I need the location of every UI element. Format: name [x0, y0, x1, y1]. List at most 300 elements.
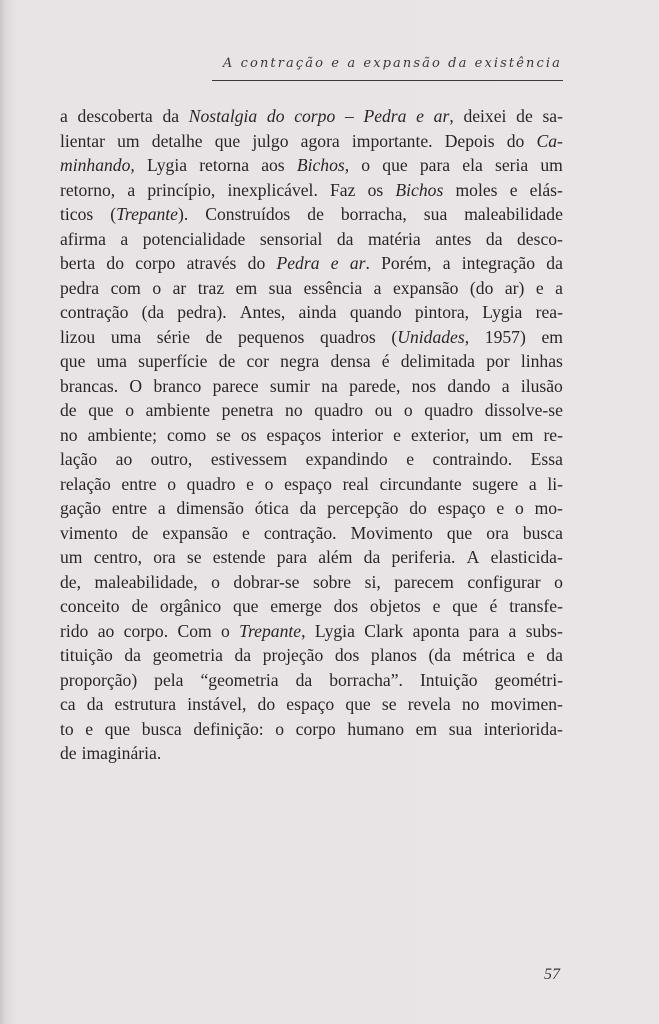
word — [238, 325, 304, 350]
word — [416, 717, 438, 742]
word-text: o — [514, 498, 524, 518]
word — [97, 349, 127, 374]
word — [239, 619, 305, 644]
word — [187, 545, 202, 570]
word — [60, 570, 81, 595]
word — [401, 349, 475, 374]
word — [246, 472, 254, 497]
word-text: além — [318, 547, 353, 567]
word-text: pedra). — [177, 302, 227, 322]
word — [125, 398, 134, 423]
word-text: ainda — [298, 302, 337, 322]
word-text: o — [221, 620, 230, 641]
word — [117, 129, 139, 154]
word-text: no — [285, 400, 303, 420]
word-text: retorno, — [60, 179, 116, 200]
word — [382, 153, 407, 178]
word-text: emerge — [270, 596, 322, 616]
word — [98, 619, 115, 644]
word — [445, 129, 495, 154]
word-text: ambiente; — [87, 424, 157, 445]
word — [129, 374, 142, 399]
word — [60, 300, 128, 325]
word-text: movimen- — [490, 694, 563, 714]
word — [327, 496, 398, 521]
word — [286, 692, 334, 717]
word-text: maleabilidade — [464, 204, 563, 224]
word — [517, 227, 563, 252]
word — [297, 153, 349, 178]
word — [60, 447, 97, 472]
word — [555, 276, 563, 301]
word-text: percepção — [327, 498, 399, 518]
word-text: agora — [300, 130, 340, 151]
word — [420, 153, 450, 178]
word-text: se — [216, 424, 231, 445]
word — [530, 178, 563, 203]
word — [447, 374, 490, 399]
word — [546, 643, 563, 668]
word-text: rido — [60, 620, 89, 641]
word-text: para — [468, 620, 500, 641]
word-text: uma — [110, 326, 142, 347]
word-text: lientar — [60, 130, 105, 151]
word — [411, 423, 469, 448]
word-text: quando — [349, 302, 402, 322]
word-text: corpo — [295, 718, 336, 739]
word-text: si, — [364, 571, 381, 592]
text-line — [60, 251, 563, 276]
word — [60, 374, 118, 399]
word-text: dobrar-se — [233, 571, 300, 592]
word-text: expandindo — [305, 449, 388, 469]
word-text: geométri- — [494, 669, 563, 690]
word-text: O — [129, 375, 143, 396]
word — [408, 692, 451, 717]
word-text: borracha, — [340, 204, 407, 224]
word — [60, 251, 95, 276]
word-text: um — [60, 547, 83, 567]
word — [88, 423, 157, 448]
text-line — [60, 594, 563, 619]
word-text: do — [409, 498, 427, 518]
word-text: a — [60, 106, 68, 126]
word — [60, 276, 99, 301]
word — [187, 472, 236, 497]
word-text: ao — [115, 449, 133, 469]
word — [541, 325, 563, 350]
word — [227, 178, 317, 203]
word — [127, 178, 135, 203]
word — [304, 276, 363, 301]
word-text: o — [211, 571, 220, 592]
word — [124, 619, 168, 644]
word — [152, 129, 203, 154]
word-text: geometria — [152, 645, 223, 665]
word-text: integração — [461, 253, 536, 273]
word — [267, 423, 322, 448]
word — [510, 178, 518, 203]
word-text: Lygia — [314, 620, 355, 641]
word — [269, 276, 292, 301]
text-line — [60, 325, 563, 350]
word-text: corpo. — [123, 620, 169, 641]
word-text: e — [330, 253, 339, 273]
word-text: da — [124, 645, 141, 665]
word — [509, 619, 517, 644]
word-text: traz — [197, 277, 225, 298]
word — [505, 276, 525, 301]
word-text: busca — [141, 718, 182, 739]
word-text: re- — [543, 424, 563, 445]
word-text: relação — [60, 473, 111, 494]
word-text: gação — [60, 498, 102, 518]
word-text: de — [131, 596, 149, 616]
word — [78, 104, 153, 129]
word-text: ). — [177, 204, 189, 224]
word — [306, 447, 388, 472]
word-text: Trepante — [116, 204, 178, 224]
word-text: estende — [212, 547, 266, 567]
word-text: . — [365, 253, 370, 273]
text-line — [60, 619, 563, 644]
word — [486, 349, 509, 374]
word — [205, 202, 290, 227]
word — [435, 227, 471, 252]
word — [395, 178, 443, 203]
word-text: Construídos — [205, 204, 291, 224]
word-text: estivessem — [210, 449, 288, 469]
word — [193, 717, 263, 742]
word — [60, 129, 105, 154]
word — [177, 300, 226, 325]
word — [187, 692, 246, 717]
word — [540, 153, 562, 178]
word — [215, 129, 240, 154]
word-text: e — [406, 449, 414, 469]
word — [235, 643, 252, 668]
word-text: deixei — [463, 106, 507, 126]
word — [350, 300, 402, 325]
word-text: em — [511, 424, 534, 445]
word — [152, 276, 161, 301]
word — [368, 227, 421, 252]
word — [330, 178, 355, 203]
word — [447, 521, 472, 546]
word — [60, 741, 77, 766]
word — [412, 374, 436, 399]
word-text: Bichos — [395, 179, 444, 200]
word-text: de — [131, 522, 149, 543]
text-line — [60, 717, 563, 742]
word — [60, 423, 78, 448]
text-line — [60, 104, 563, 129]
word-text: exterior, — [410, 424, 470, 445]
word-text: ora — [486, 522, 509, 543]
word-text: sensorial — [259, 228, 323, 249]
word — [60, 594, 120, 619]
text-line — [60, 300, 563, 325]
word — [484, 717, 563, 742]
word — [370, 594, 421, 619]
word-text: da — [295, 669, 313, 690]
word-text: transfe- — [509, 596, 563, 616]
word — [462, 692, 480, 717]
word — [60, 643, 113, 668]
word-text: a — [127, 179, 136, 200]
word — [213, 545, 266, 570]
word — [364, 619, 403, 644]
word-text: definição: — [193, 718, 264, 739]
word-text: retorna — [199, 155, 250, 175]
word-text: sobre — [312, 571, 352, 592]
word-text: para — [419, 155, 451, 175]
word-text: ar — [349, 253, 366, 273]
word — [537, 129, 563, 154]
word-text: lizou — [60, 326, 96, 347]
word-text: Depois — [444, 130, 495, 151]
word-text: Movimento — [350, 522, 433, 543]
text-line — [60, 153, 563, 178]
word-text: orgânico — [159, 596, 222, 616]
word — [424, 398, 473, 423]
text-line — [60, 545, 563, 570]
word — [60, 227, 106, 252]
word-text: ar — [433, 106, 450, 126]
word — [280, 349, 319, 374]
text-line — [60, 398, 563, 423]
word — [352, 129, 433, 154]
word-text: sumir — [269, 375, 310, 396]
word-text: da — [162, 106, 180, 126]
word-text: humano — [347, 718, 405, 739]
word-text: aponta — [412, 620, 460, 641]
word — [94, 545, 142, 570]
word-text: circundante — [379, 473, 462, 494]
word-text: parecem — [394, 571, 454, 592]
word-text: Pedra — [363, 106, 407, 126]
word-text: de — [307, 204, 324, 224]
word — [536, 300, 563, 325]
word-text: busca — [522, 522, 563, 543]
word — [433, 594, 441, 619]
word-text: dissolve-se — [484, 400, 563, 420]
word-text: e — [509, 179, 518, 200]
word — [216, 423, 231, 448]
word-text: no — [461, 694, 480, 714]
word — [147, 178, 215, 203]
word-text: de — [60, 743, 77, 763]
word-text: nos — [411, 375, 437, 396]
word — [173, 276, 187, 301]
word-text: os — [367, 179, 384, 200]
word — [112, 496, 147, 521]
text-line — [60, 447, 563, 472]
word-text: centro, — [93, 547, 143, 567]
word-text: de — [205, 326, 223, 347]
word-text: negra — [280, 351, 320, 371]
word — [177, 619, 211, 644]
word — [270, 594, 321, 619]
word — [368, 178, 384, 203]
word — [334, 594, 358, 619]
word-text: da — [485, 228, 503, 249]
word-text: a — [555, 277, 563, 298]
word-text: pintora, — [414, 302, 470, 322]
word — [462, 251, 535, 276]
word — [363, 104, 406, 129]
word-text: entre — [111, 498, 148, 518]
word — [285, 398, 303, 423]
word-text: berta — [60, 253, 96, 273]
word — [300, 496, 317, 521]
word — [486, 227, 503, 252]
word — [330, 349, 370, 374]
word-text: da — [336, 228, 354, 249]
word — [82, 741, 162, 766]
word — [60, 104, 68, 129]
word-text: que — [446, 522, 473, 543]
word-text: da — [299, 498, 317, 518]
word-text: Bichos — [296, 155, 345, 175]
word-text: real — [342, 473, 369, 494]
word-text: Unidades — [397, 326, 465, 347]
word-text: (da — [141, 302, 165, 322]
word — [463, 104, 506, 129]
word-text: o — [167, 473, 177, 494]
text-line — [60, 202, 563, 227]
word — [263, 643, 324, 668]
word — [233, 570, 299, 595]
word-text: densa — [330, 351, 371, 371]
word — [242, 521, 250, 546]
word-text: ora — [153, 547, 176, 567]
word — [434, 104, 454, 129]
word-text: e — [535, 277, 544, 298]
word — [391, 545, 455, 570]
word — [502, 374, 510, 399]
word-text: espaços — [266, 424, 322, 445]
word-text: um — [479, 424, 502, 445]
text-line — [60, 521, 563, 546]
word-text: e — [393, 424, 401, 445]
page-number: 57 — [544, 966, 560, 983]
word-text: e — [246, 473, 254, 494]
word-text: interiorida- — [483, 718, 563, 739]
word-text: desco- — [517, 228, 563, 249]
word-text: mo- — [534, 498, 563, 518]
word — [153, 374, 201, 399]
word-text: estrutura — [114, 694, 177, 714]
word-text: e — [432, 596, 441, 616]
word — [87, 692, 104, 717]
word-text: Ca- — [536, 130, 563, 151]
word-text: o — [361, 155, 371, 175]
word — [142, 300, 164, 325]
word-text: de, — [60, 571, 82, 592]
word — [176, 496, 243, 521]
text-line — [60, 129, 563, 154]
word-text: e — [526, 645, 535, 665]
word-text: vimento — [60, 522, 118, 543]
word-text: e — [416, 106, 424, 126]
word — [469, 619, 499, 644]
word-text: ao — [97, 620, 115, 641]
word-text: Com — [177, 620, 212, 641]
word — [529, 472, 537, 497]
word-text: Lygia — [482, 302, 523, 322]
word-text: – — [344, 106, 354, 126]
text-line — [60, 741, 563, 766]
word-text: o — [264, 473, 274, 494]
word — [241, 423, 257, 448]
word-text: rea- — [535, 302, 563, 322]
word — [153, 643, 223, 668]
word-text: Nostalgia — [188, 106, 258, 126]
word-text: lação — [60, 449, 98, 469]
word — [267, 104, 285, 129]
word-text: ar) — [504, 277, 525, 298]
word-text: é — [489, 596, 498, 616]
word — [380, 472, 462, 497]
word-text: por — [486, 351, 510, 371]
word — [515, 496, 524, 521]
word-text: se — [186, 547, 202, 567]
word — [284, 472, 332, 497]
word-text: que — [88, 400, 114, 420]
word — [167, 472, 176, 497]
text-line — [60, 692, 563, 717]
word-text: espaço — [437, 498, 486, 518]
word — [335, 643, 359, 668]
word — [523, 521, 563, 546]
word-text: contração — [60, 302, 129, 322]
word-text: pedra — [60, 277, 100, 298]
word-text: de — [218, 351, 236, 371]
word-text: parece — [212, 375, 259, 396]
word-text: linhas — [520, 351, 563, 371]
word-text: ou — [374, 400, 393, 420]
text-line — [60, 643, 563, 668]
word — [491, 692, 563, 717]
word-text: quadros — [320, 326, 376, 347]
word — [120, 227, 128, 252]
word — [536, 276, 544, 301]
word-text: e — [241, 522, 250, 543]
word — [486, 521, 508, 546]
word — [543, 423, 563, 448]
word — [206, 325, 223, 350]
word — [364, 545, 381, 570]
word-text: métrica — [462, 645, 516, 665]
word — [345, 692, 370, 717]
word — [526, 619, 563, 644]
word-text: importante. — [351, 130, 433, 151]
word-text: ela — [462, 155, 483, 175]
word-text: branco — [153, 375, 202, 396]
word — [374, 276, 382, 301]
word-text: sugere — [472, 473, 519, 494]
word-text: um — [540, 155, 563, 175]
word — [111, 325, 141, 350]
word-text: Intuição — [419, 669, 478, 690]
word — [157, 325, 190, 350]
word — [60, 521, 118, 546]
word-text: aos — [261, 155, 285, 175]
word-text: contraindo. — [432, 449, 513, 469]
word — [482, 300, 522, 325]
word — [365, 570, 381, 595]
